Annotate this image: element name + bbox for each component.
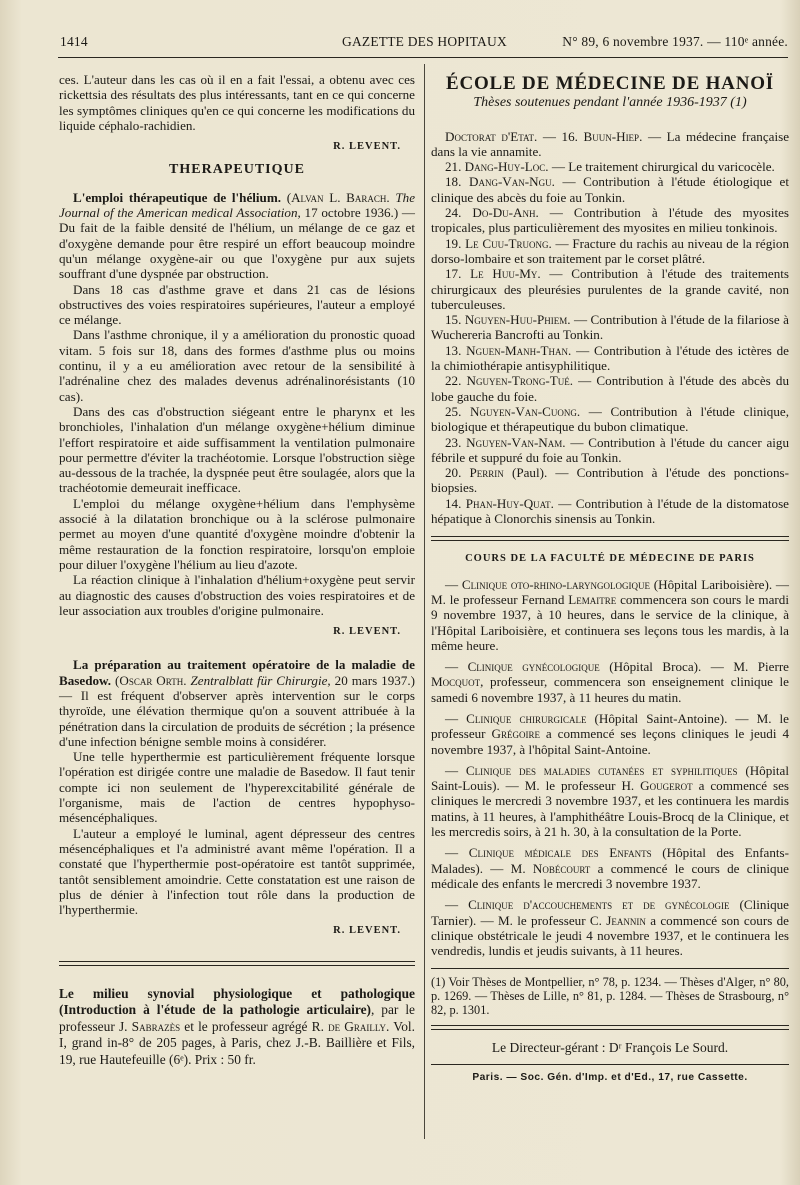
page-number: 1414 (60, 34, 88, 49)
course-entry: — Clinique des maladies cutanées et syphilitiques (Hôpital Saint-Louis). — M. le professeur H. Gougerot a commencé ses cliniques le mercredi 3 novembre 1937, et les continuera les mardis matins, à 11 heures, à l'amphithéâtre Louis-Brocq de la Clinique, et les mercredis soirs, à 21 h. 30, à la consultation de la Porte. (431, 762, 789, 840)
article-paragraph: Dans 18 cas d'asthme grave et dans 21 cas de lésions obstructives des voies respiratoires supérieures, l'auteur a employé ce mélange. (59, 281, 415, 328)
thesis-entry (431, 236, 789, 267)
course-text: a commencé ses cliniques le mercredi 3 novembre 1937, et les continuera les mardis matins, à 11 heures, à l'amphithéâtre Louis-Brocq de la Clinique, et les mercredis soirs, à 21 h. 30, à la consultation de la Porte. (431, 778, 789, 840)
thesis-title: (Paul). — Contribution à l'étude des ponctions-biopsies. (431, 465, 789, 496)
signature: R. LEVENT. (333, 626, 401, 638)
column-divider (424, 64, 425, 1139)
footnote (431, 975, 789, 1017)
article-text: 20 mars 1937.) — Il est fréquent d'observer après intervention sur le corps thyroïde, une élévation thermique qu'on a souvent attribuée à la pénétration dans la circulation de produits de sécrétion ; la présence d'une infection bénigne semble moins à considérer. (59, 672, 415, 749)
thesis-number: 23. (445, 434, 462, 450)
thesis-number: 15. (445, 312, 462, 328)
thesis-number: 13. (445, 342, 462, 358)
thesis-number: 21. (445, 159, 462, 175)
article-source: Zentralblatt für Chirurgie, (190, 672, 331, 688)
thesis-author: Do-Du-Anh. (472, 205, 539, 221)
article-title: La préparation au traitement opératoire de la maladie de Basedow. (59, 657, 415, 688)
thesis-title: — Contribution à l'étude des abcès du lobe gauche du foie. (431, 373, 789, 404)
thesis-entry (431, 312, 789, 343)
course-entry: — Clinique chirurgicale (Hôpital Saint-Antoine). — M. le professeur Grégoire a commencé ses leçons cliniques le jeudi 4 novembre 1937, à l'hôpital Saint-Antoine. (431, 710, 789, 757)
thesis-author: Buun-Hiep. (583, 128, 643, 144)
signature: R. LEVENT. (333, 925, 401, 937)
course-text: commencera son cours le mardi 9 novembre 1937, à 10 heures, dans le service de la clinique, à l'Hôpital Lariboisière, et continuera ses leçons tous les mardis, à la même heure. (431, 591, 789, 653)
course-text: (Hôpital des Enfants-Malades). — M. (431, 845, 789, 876)
thesis-entry (431, 496, 789, 527)
course-text: a commencé son cours de clinique obstétricale le jeudi 4 novembre 1937, et le continuera les vendredis, lundis et jeudis suivants, à 11 heures. (431, 912, 789, 959)
thesis-title: — Le traitement chirurgical du varicocèle. (551, 159, 775, 175)
thesis-title: — Contribution à l'étude de la filariose à Wuchereria Bancrofti au Tonkin. (431, 312, 789, 343)
course-text: (Hôpital Saint-Louis). — M. le professeur H. (431, 762, 789, 794)
printer-rule (431, 1064, 789, 1065)
book-title: Le milieu synovial physiologique et pathologique (Introduction à l'étude de la pathologie articulaire) (59, 985, 415, 1018)
course-name: Clinique chirurgicale (466, 710, 587, 726)
book-author: J. Sabrazès (118, 1018, 181, 1034)
section-title: THERAPEUTIQUE (169, 162, 305, 178)
thesis-entry (431, 174, 789, 205)
course-text: a commencé le cours de clinique médicale des enfants le mercredi 3 novembre 1937. (431, 860, 789, 891)
course-professor: Jeannin (606, 912, 646, 928)
thesis-entry (431, 373, 789, 404)
thesis-author: Phan-Huy-Quat. (465, 495, 554, 511)
thesis-number: 20. (445, 465, 462, 481)
thesis-number: 25. (445, 403, 462, 419)
thesis-title: — Fracture du rachis au niveau de la région dorso-lombaire et son traitement par le corset plâtré. (431, 235, 790, 266)
thesis-title: — Contribution à l'étude du cancer aigu fébrile et suppuré du foie au Tonkin. (431, 434, 790, 465)
course-text: (Hôpital Lariboisière). — M. le professeur Fernand (431, 576, 790, 607)
thesis-title: — Contribution à l'étude clinique, biologique et thérapeutique du bubon climatique. (431, 403, 789, 435)
thesis-title: — Contribution à l'étude des myosites tropicales, plus particulièrement des myosites en milieu tonkinois. (431, 205, 790, 236)
thesis-author: Nguen-Manh-Than. (466, 342, 572, 358)
thesis-title: — La médecine française dans la vie annamite. (431, 128, 790, 159)
footnote-text: (1) Voir Thèses de Montpellier, n° 78, p. 1234. — Thèses d'Alger, n° 80, p. 1269. — Thèses de Lille, n° 81, p. 1284. — Thèses de Strasbourg, n° 82, p. 1301. (431, 975, 789, 1018)
director-line: Le Directeur-gérant : Dʳ François Le Sourd. (491, 1040, 729, 1056)
journal-title: GAZETTE DES HOPITAUX (342, 34, 507, 49)
article-helium-lead: L'emploi thérapeutique de l'hélium. (Alvan L. Barach. The Journal of the American medical Association, 17 octobre 1936.) — Du fait de la faible densité de l'hélium, un mélange de ce gaz et d'oxygène demande pour être respiré un effort beaucoup moindre qu'un mélange oxygène-air ou que l'oxygène pur aux sujets souffrant d'une dyspnée par obstruction. (59, 189, 416, 282)
book-text: Vol. I, grand in-8° de 205 pages, à Paris, chez J.-B. Baillière et Fils, 19, rue Hautefeuille (6ᵉ). Prix : 50 fr. (59, 1018, 415, 1067)
article-basedow-lead: La préparation au traitement opératoire de la maladie de Basedow. (Oscar Orth. Zentralblatt für Chirurgie, 20 mars 1937.) — Il est fréquent d'observer après intervention sur le corps thyroïde, une élévation thermique qu'on a souvent attribuée à la pénétration dans la circulation de produits de sécrétion ; la présence d'une infection bénigne semble moins à considérer. (59, 657, 415, 749)
course-entry: — Clinique gynécologique (Hôpital Broca). — M. Pierre Mocquot, professeur, commencera son enseignement clinique le samedi 6 novembre 1937, à 11 heures du matin. (431, 659, 789, 705)
article-paragraph: Une telle hyperthermie est particulièrement fréquente lorsque l'opération est dirigée contre une maladie de Basedow. Il faut tenir compte ici non seulement de l'hyperexcitabilité générale de l'organisme, mais de l'action de centres hypophyso-mésencéphaliques. (59, 749, 415, 826)
thesis-entry (431, 404, 789, 435)
course-entry: — Clinique d'accouchements et de gynécologie (Clinique Tarnier). — M. le professeur C. Jeannin a commencé son cours de clinique obstétricale le jeudi 4 novembre 1937, et le continuera les vendredis, lundis et jeudis suivants, à 11 heures. (431, 897, 789, 959)
course-name: Clinique des maladies cutanées et syphilitiques (465, 762, 738, 778)
article-paragraph: Dans des cas d'obstruction siégeant entre le pharynx et les bronchioles, l'inhalation d'un mélange oxygène+hélium diminue l'effort respiratoire et aide suffisamment la ventilation pulmonaire pour permettre d'éviter la trachéotomie. Lorsque l'obstruction siège au-dessous de la trachée, la dyspnée peut être soulagée, alors que la trachéotomie demeurait inefficace. (59, 403, 415, 496)
footnote-rule (431, 968, 789, 969)
printer-line: Paris. — Soc. Gén. d'Imp. et d'Ed., 17, rue Cassette. (472, 1071, 748, 1083)
book-text: et le professeur agrégé (184, 1018, 308, 1034)
thesis-author: Le Huu-My. (470, 266, 541, 282)
thesis-number: 14. (445, 495, 462, 511)
course-name: Clinique médicale des Enfants (468, 845, 652, 861)
thesis-number: 17. (445, 266, 462, 282)
course-professor: Grégoire (491, 726, 540, 742)
course-text: (Hôpital Broca). — M. Pierre (609, 659, 789, 675)
thesis-title: — Contribution à l'étude des traitements chirurgicaux des pleurésies purulentes de la grande cavité, non tuberculeuses. (431, 266, 789, 312)
thesis-author: Nguyen-Trong-Tué. (466, 373, 573, 389)
thesis-author: Nguyen-Van-Nam. (466, 434, 566, 450)
double-rule (431, 536, 789, 541)
school-subtitle: Thèses soutenues pendant l'année 1936-1937 (1) (473, 95, 747, 111)
article-text: 17 octobre 1936.) — Du fait de la faible densité de l'hélium, un mélange de ce gaz et d'oxygène demande pour être respiré un effort beaucoup moindre qu'un mélange oxygène-air ou que l'oxygène pur aux sujets souffrant d'une dyspnée par obstruction. (59, 205, 415, 282)
thesis-entry (431, 129, 789, 160)
course-text: (Clinique Tarnier). — M. le professeur C. (431, 897, 789, 928)
article-paragraph: L'emploi du mélange oxygène+hélium dans l'emphysème associé à la dilatation bronchique ou à la sclérose pulmonaire permet au moyen d'une quantité d'oxygène moindre d'obtenir la même restauration de la fonction respiratoire, lorsqu'on emploie pour diluer l'oxygène l'hélium au lieu d'azote. (59, 495, 415, 572)
article-paragraph: Dans l'asthme chronique, il y a amélioration du pronostic quoad vitam. 5 fois sur 18, dans des formes d'asthme plus ou moins continu, il y a eu amélioration avec retour de la sensibilité à l'adrénaline chez des malades devenus adrénalinorésistants (10 cas). (59, 327, 415, 404)
thesis-entry (431, 159, 789, 174)
thesis-number: 19. (445, 235, 462, 251)
thesis-entry (431, 266, 789, 312)
article-paragraph: L'auteur a employé le luminal, agent dépresseur des centres mésencéphaliques et l'a administré avant même l'opération. Il a constaté que l'hyperthermie post-opératoire est tantôt supprimée, tantôt sensiblement amoindrie. Cette constatation est une raison de plus de dénier à l'infection tout rôle dans la production de l'hyperthermie. (59, 825, 415, 918)
school-title: ÉCOLE DE MÉDECINE DE HANOÏ (445, 73, 774, 94)
thesis-author: Dang-Van-Ngu. (468, 174, 555, 190)
thesis-author: Dang-Huy-Loc. (464, 159, 549, 175)
course-name: Clinique gynécologique (467, 659, 600, 675)
course-text: a commencé ses leçons cliniques le jeudi 4 novembre 1937, à l'hôpital Saint-Antoine. (431, 726, 789, 757)
thesis-title: — Contribution à l'étude des ictères de la chimiothérapie antisyphilitique. (431, 342, 789, 374)
book-notice (59, 986, 415, 1069)
thesis-entry (431, 435, 789, 466)
double-rule (59, 961, 415, 966)
theses-list (431, 129, 789, 527)
thesis-number: 24. (445, 205, 462, 221)
course-name: Clinique oto-rhino-laryngologique (461, 576, 650, 592)
book-text: , par le professeur (59, 1002, 415, 1034)
course-entry: — Clinique oto-rhino-laryngologique (Hôpital Lariboisière). — M. le professeur Fernand Lemaitre commencera son cours le mardi 9 novembre 1937, à 10 heures, dans le service de la clinique, à l'Hôpital Lariboisière, et continuera ses leçons tous les mardis, à la même heure. (431, 576, 790, 653)
signature: R. LEVENT. (333, 141, 401, 153)
thesis-number: 18. (445, 174, 462, 190)
course-text: professeur, commencera son enseignement clinique le samedi 6 novembre 1937, à 11 heures du matin. (431, 674, 789, 705)
thesis-entry (431, 343, 789, 374)
courses-title: COURS DE LA FACULTÉ DE MÉDECINE DE PARIS (465, 553, 755, 565)
thesis-author: Nguyen-Van-Cuong. (470, 403, 581, 419)
thesis-author: Le Cuu-Truong. (465, 235, 552, 251)
intro-paragraph: ces. L'auteur dans les cas où il en a fait l'essai, a obtenu avec ces rickettsia des résultats des plus intéressants, tant en ce qui concerne les symptômes cliniques qu'en ce qui concerne les modifications du liquide céphalo-rachidien. (59, 72, 415, 133)
thesis-author: Nguyen-Huu-Phiem. (464, 312, 571, 328)
page-header (60, 34, 788, 56)
thesis-title: — Contribution à l'étude de la distomatose hépatique à Clonorchis sinensis au Tonkin. (431, 495, 789, 527)
article-author: Alvan L. Barach. (291, 189, 390, 205)
thesis-entry (431, 465, 789, 496)
article-paragraph: La réaction clinique à l'inhalation d'hélium+oxygène peut servir au diagnostic des causes d'obstruction des voies respiratoires et de leur association aux troubles d'origine pulmonaire. (59, 572, 415, 618)
book-notice-text (59, 986, 415, 1069)
issue-date: N° 89, 6 novembre 1937. — 110ᵉ année. (562, 34, 788, 49)
book-author: R. de Grailly. (311, 1018, 390, 1034)
left-column (59, 72, 415, 1068)
right-column (431, 72, 789, 1085)
thesis-number: 22. (445, 373, 462, 389)
article-author: Oscar Orth. (119, 672, 187, 688)
course-professor: Nobécourt (532, 860, 591, 876)
course-professor: Gougerot (640, 778, 693, 794)
article-title: L'emploi thérapeutique de l'hélium. (73, 189, 282, 205)
thesis-number: Doctorat d'Etat. — 16. (445, 128, 578, 144)
header-rule (58, 57, 788, 58)
course-entry: — Clinique médicale des Enfants (Hôpital des Enfants-Malades). — M. Nobécourt a commencé le cours de clinique médicale des enfants le mercredi 3 novembre 1937. (431, 845, 789, 891)
thesis-author: Perrin (469, 465, 504, 481)
thesis-title: — Contribution à l'étude étiologique et clinique des abcès du foie au Tonkin. (431, 174, 789, 205)
course-professor: Mocquot, (431, 674, 484, 690)
course-name: Clinique d'accouchements et de gynécologie (468, 897, 730, 913)
thesis-entry (431, 205, 789, 236)
course-text: (Hôpital Saint-Antoine). — M. le professeur (431, 710, 789, 742)
double-rule (431, 1025, 789, 1030)
article-source: The Journal of the American medical Association, (59, 189, 416, 221)
course-professor: Lemaitre (568, 591, 617, 607)
